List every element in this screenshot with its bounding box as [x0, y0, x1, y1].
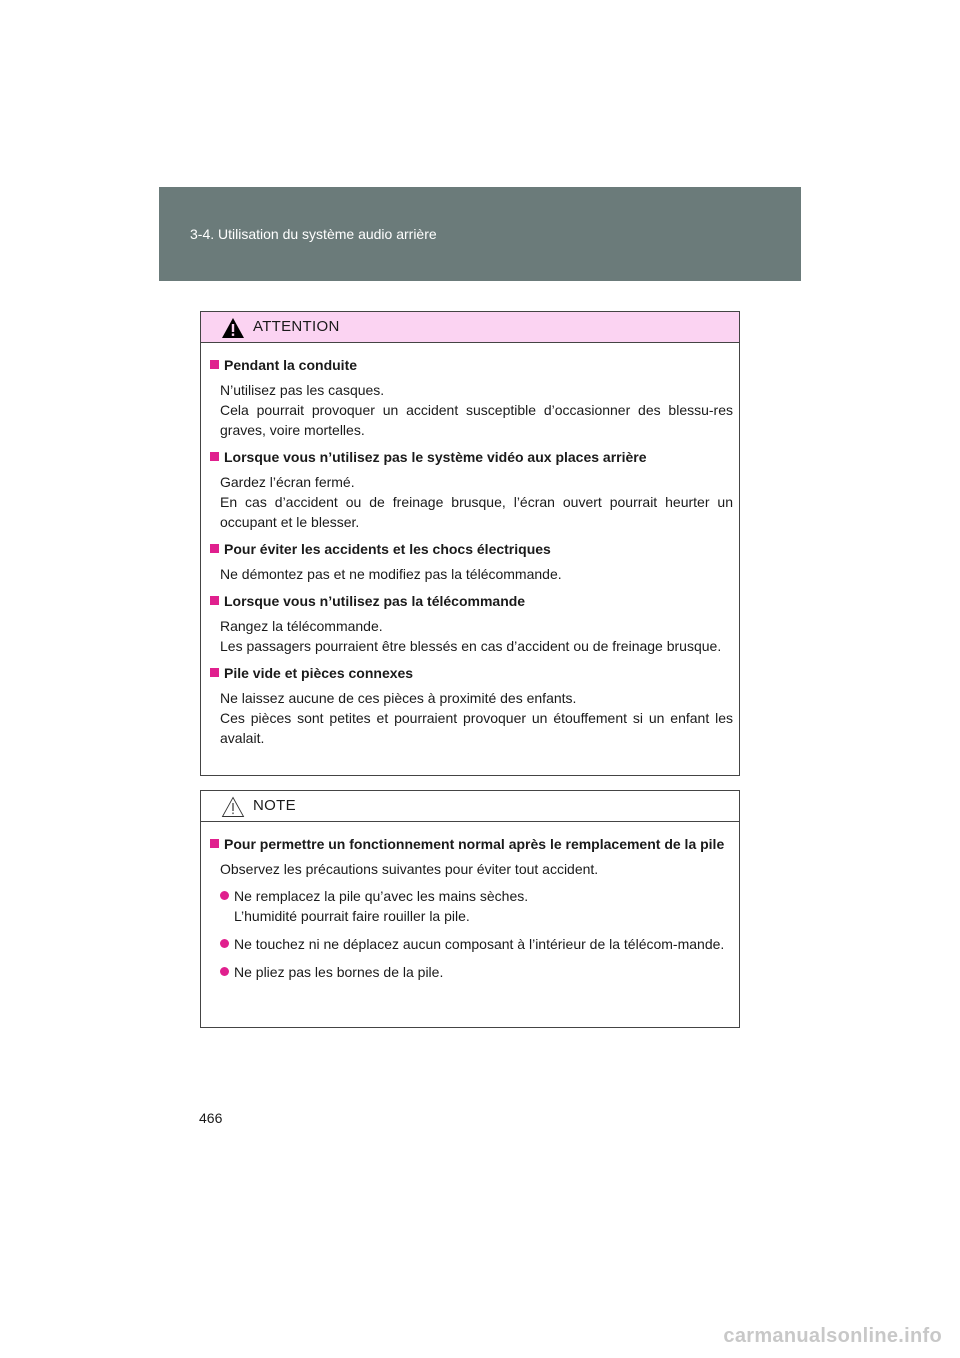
list-item: [220, 886, 733, 926]
item-text: Ces pièces sont petites et pourraient provoquer un étouffement si un enfant les avalait.: [220, 710, 733, 746]
attention-item: [210, 539, 733, 584]
note-bullet-list: [210, 886, 733, 982]
square-bullet-icon: [210, 452, 219, 461]
note-body: [201, 822, 739, 982]
attention-body: [201, 343, 739, 748]
item-title: Pile vide et pièces connexes: [224, 665, 414, 681]
note-item: [210, 834, 733, 982]
bullet-text: L’humidité pourrait faire rouiller la pile.: [234, 908, 470, 924]
attention-box: [200, 311, 740, 776]
attention-item: [210, 591, 733, 656]
section-header-band: [159, 187, 801, 281]
item-text: En cas d’accident ou de freinage brusque, l’écran ouvert pourrait heurter un occupant et le blesser.: [220, 494, 733, 530]
note-box: [200, 790, 740, 1028]
attention-item: [210, 663, 733, 748]
item-text: N’utilisez pas les casques.: [220, 382, 385, 398]
caution-outline-icon: [221, 796, 245, 818]
item-title: Lorsque vous n’utilisez pas le système vidéo aux places arrière: [224, 449, 647, 465]
note-label: NOTE: [253, 797, 296, 814]
square-bullet-icon: [210, 839, 219, 848]
list-item: [220, 934, 733, 954]
section-title: 3-4. Utilisation du système audio arrière: [190, 226, 437, 242]
round-bullet-icon: [220, 939, 229, 948]
item-text: Cela pourrait provoquer un accident susceptible d’occasionner des blessu-res graves, voire mortelles.: [220, 402, 733, 438]
bullet-text: Ne remplacez la pile qu’avec les mains sèches.: [234, 888, 529, 904]
square-bullet-icon: [210, 544, 219, 553]
page-number: 466: [199, 1110, 223, 1126]
attention-header: [201, 312, 739, 343]
item-title: Lorsque vous n’utilisez pas la télécommande: [224, 593, 526, 609]
bullet-text: Ne pliez pas les bornes de la pile.: [234, 964, 444, 980]
item-title: Pour éviter les accidents et les chocs électriques: [224, 541, 551, 557]
list-item: [220, 962, 733, 982]
item-text: Observez les précautions suivantes pour éviter tout accident.: [220, 861, 599, 877]
square-bullet-icon: [210, 360, 219, 369]
round-bullet-icon: [220, 967, 229, 976]
item-text: Les passagers pourraient être blessés en cas d’accident ou de freinage brusque.: [220, 638, 722, 654]
square-bullet-icon: [210, 596, 219, 605]
round-bullet-icon: [220, 891, 229, 900]
note-header: [201, 791, 739, 822]
attention-item: [210, 355, 733, 440]
bullet-text: Ne touchez ni ne déplacez aucun composant à l’intérieur de la télécom-mande.: [234, 936, 725, 952]
item-title: Pour permettre un fonctionnement normal après le remplacement de la pile: [224, 836, 725, 852]
item-title: Pendant la conduite: [224, 357, 358, 373]
item-text: Rangez la télécommande.: [220, 618, 383, 634]
square-bullet-icon: [210, 668, 219, 677]
attention-item: [210, 447, 733, 532]
item-text: Ne laissez aucune de ces pièces à proximité des enfants.: [220, 690, 577, 706]
attention-label: ATTENTION: [253, 318, 340, 335]
item-text: Gardez l’écran fermé.: [220, 474, 355, 490]
watermark: carmanualsonline.info: [723, 1325, 942, 1347]
item-text: Ne démontez pas et ne modifiez pas la télécommande.: [220, 566, 562, 582]
warning-icon: [221, 317, 245, 339]
